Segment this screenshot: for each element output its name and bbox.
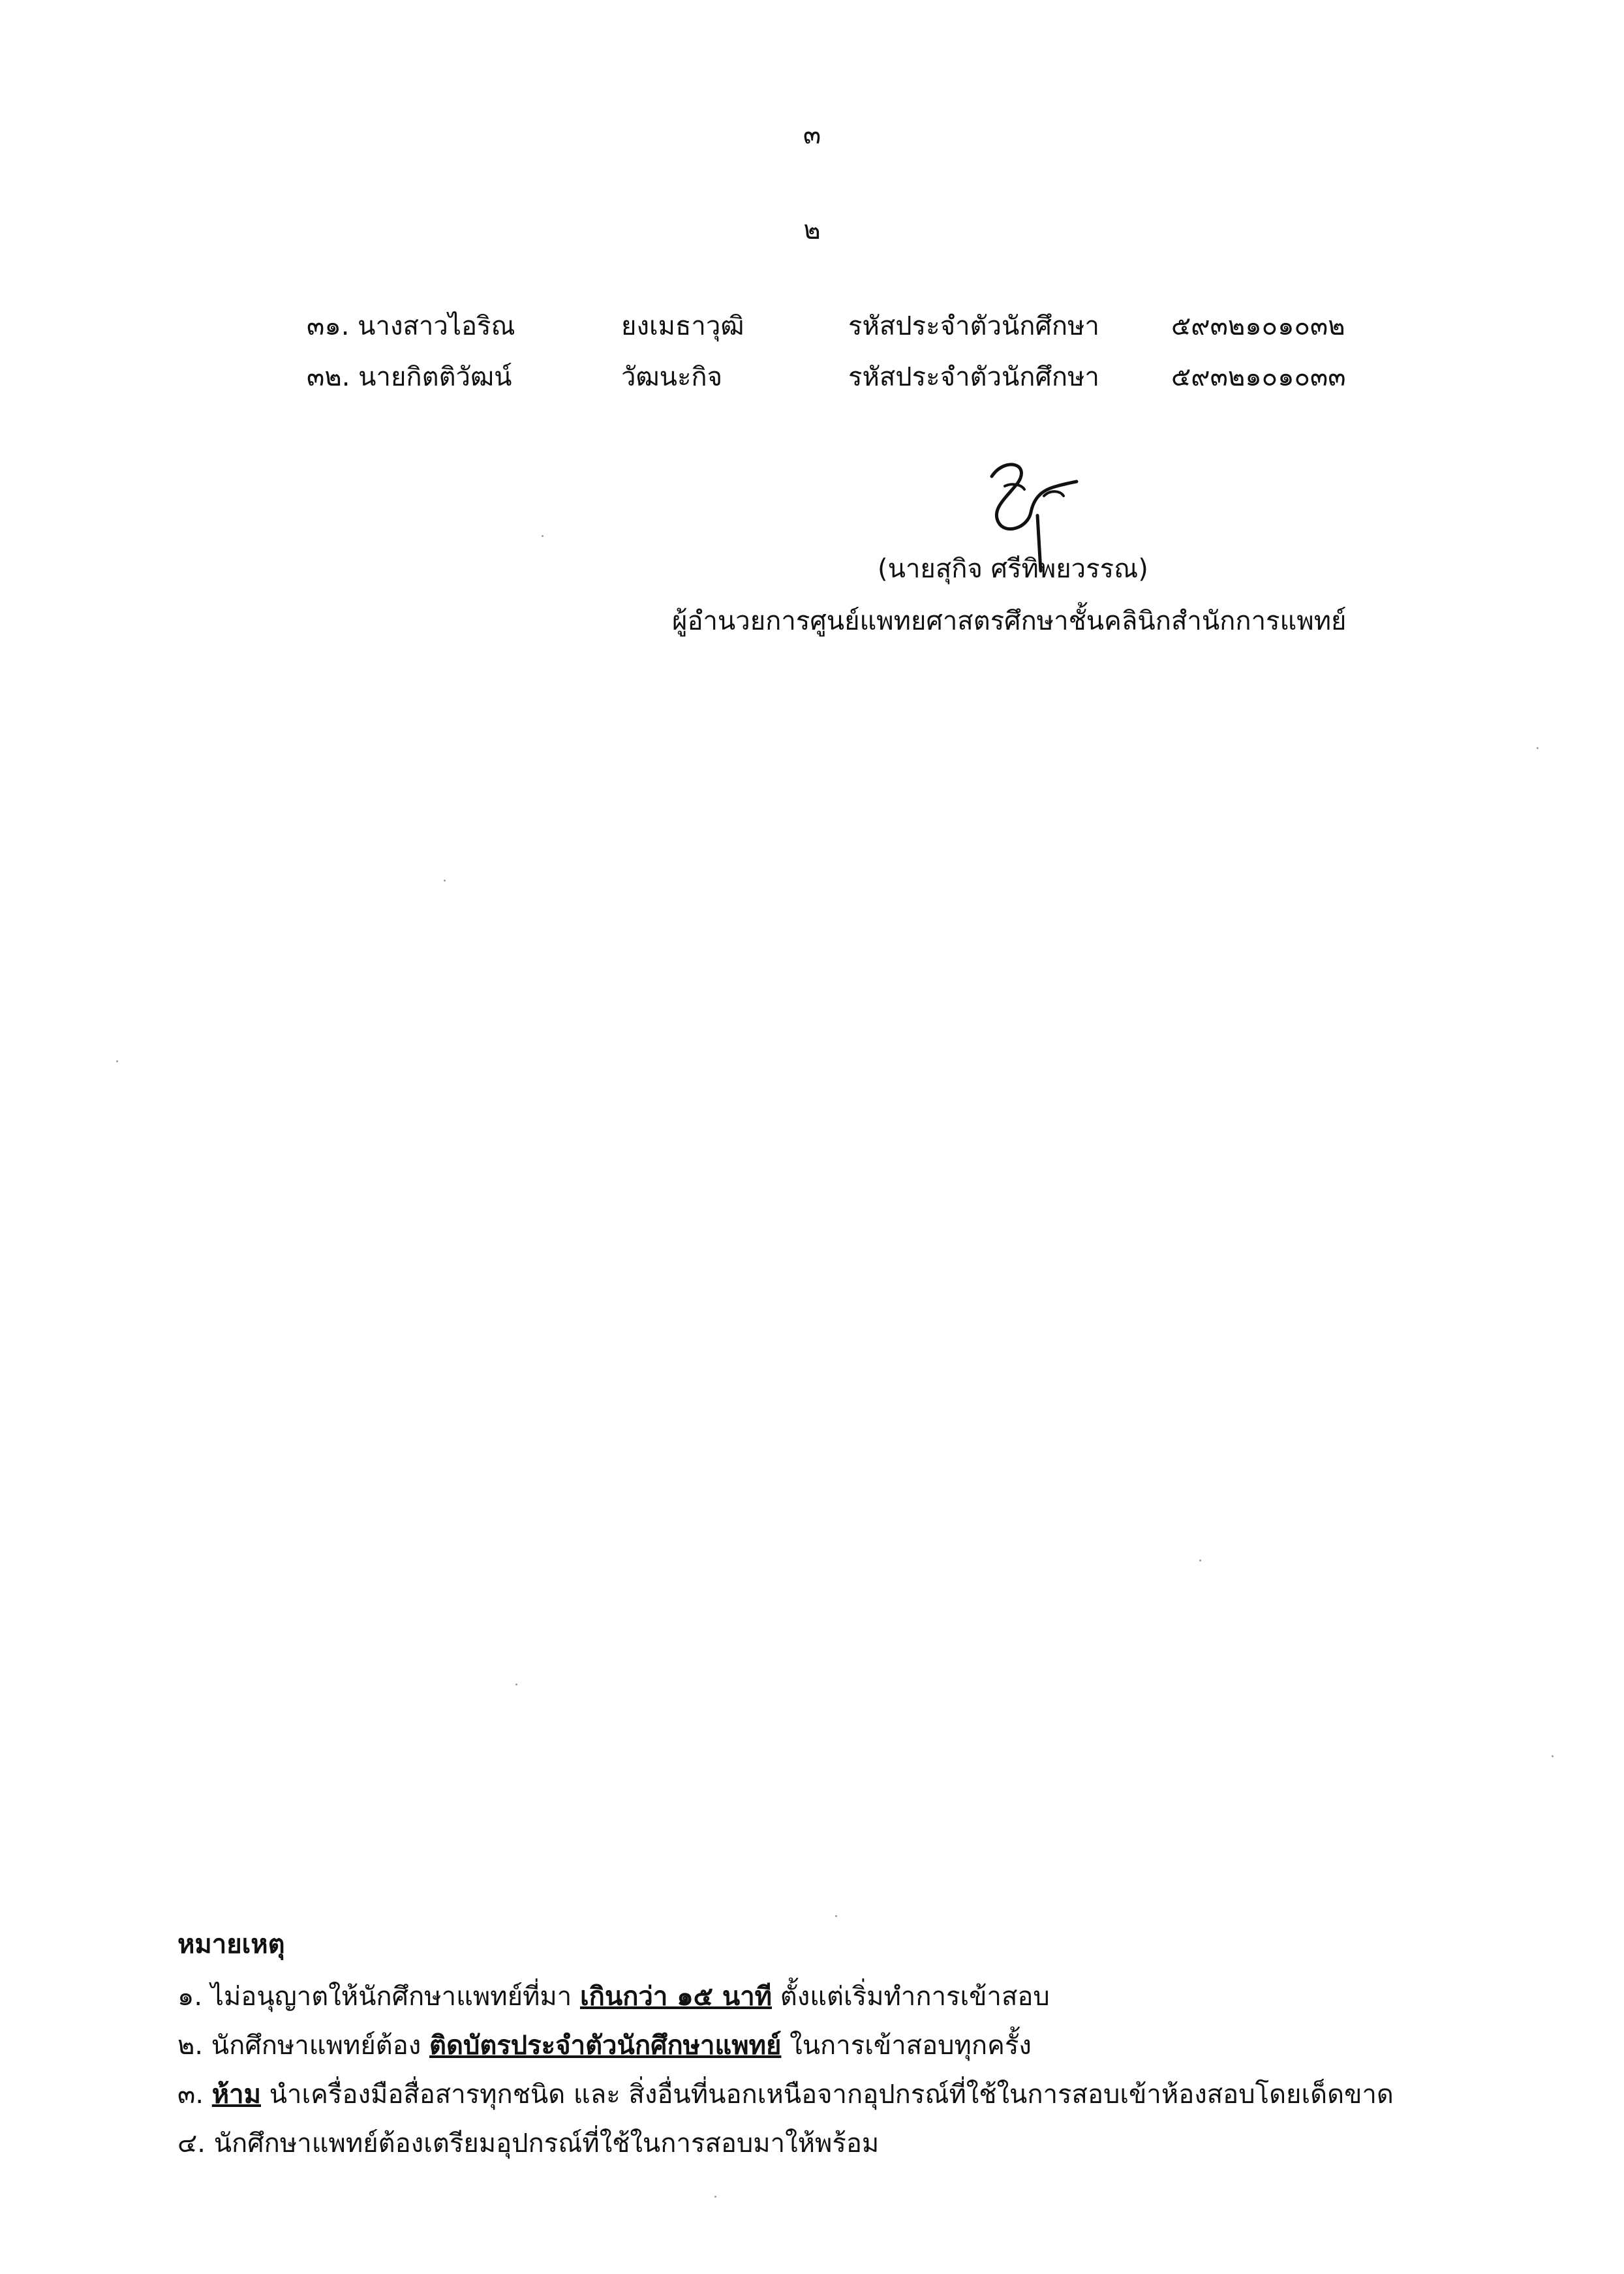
scan-speck	[714, 2196, 716, 2198]
scan-speck	[515, 1683, 517, 1685]
scan-speck	[116, 1060, 118, 1062]
student-id: ๕๙๓๒๑๐๑๐๓๒	[1171, 311, 1345, 341]
scan-speck	[1552, 1755, 1554, 1757]
remark-text: ๑. ไม่อนุญาตให้นักศึกษาแพทย์ที่มา	[177, 1982, 580, 2012]
remark-item	[177, 2124, 879, 2163]
student-surname: วัฒนะกิจ	[621, 362, 723, 392]
scan-speck	[1199, 1560, 1201, 1561]
remark-text: ๔. นักศึกษาแพทย์ต้องเตรียมอุปกรณ์ที่ใช้ในการสอบมาให้พร้อม	[177, 2128, 880, 2159]
remark-emphasis: ห้าม	[211, 2080, 261, 2110]
student-id-label: รหัสประจำตัวนักศึกษา	[848, 311, 1099, 341]
signer-title: ผู้อำนวยการศูนย์แพทยศาสตรศึกษาชั้นคลินิกสำนักการแพทย์	[672, 606, 1347, 636]
remark-text: ๒. นักศึกษาแพทย์ต้อง	[177, 2031, 429, 2061]
student-row	[0, 358, 1624, 397]
student-id-label: รหัสประจำตัวนักศึกษา	[848, 362, 1099, 392]
page-number-top: ๓	[803, 120, 821, 150]
student-surname: ยงเมธาวุฒิ	[621, 311, 744, 341]
scan-speck	[444, 880, 446, 882]
scan-speck	[542, 535, 544, 537]
remark-item	[177, 1977, 1050, 2016]
page-number-second: ๒	[803, 215, 821, 245]
student-row	[0, 307, 1624, 346]
signer-name: (นายสุกิจ ศรีทิพยวรรณ)	[878, 554, 1148, 584]
remark-item	[177, 2075, 1394, 2114]
remark-text: ๓.	[177, 2080, 212, 2110]
remark-text: ตั้งแต่เริ่มทำการเข้าสอบ	[772, 1982, 1050, 2012]
remark-emphasis: เกินกว่า ๑๕ นาที	[579, 1982, 773, 2012]
student-name: ๓๒. นายกิตติวัฒน์	[307, 362, 512, 392]
student-name: ๓๑. นางสาวไอริณ	[307, 311, 515, 341]
remarks-heading: หมายเหตุ	[177, 1929, 285, 1959]
remark-emphasis: ติดบัตรประจำตัวนักศึกษาแพทย์	[429, 2031, 782, 2061]
remark-text: ในการเข้าสอบทุกครั้ง	[781, 2031, 1032, 2061]
scan-speck	[835, 1915, 837, 1917]
remark-item	[177, 2026, 1032, 2065]
student-id: ๕๙๓๒๑๐๑๐๓๓	[1171, 362, 1346, 392]
remark-text: นำเครื่องมือสื่อสารทุกชนิด และ สิ่งอื่นที่นอกเหนือจากอุปกรณ์ที่ใช้ในการสอบเข้าห้องสอบโดยเด็ดขาด	[260, 2080, 1394, 2110]
scan-speck	[1537, 747, 1539, 749]
